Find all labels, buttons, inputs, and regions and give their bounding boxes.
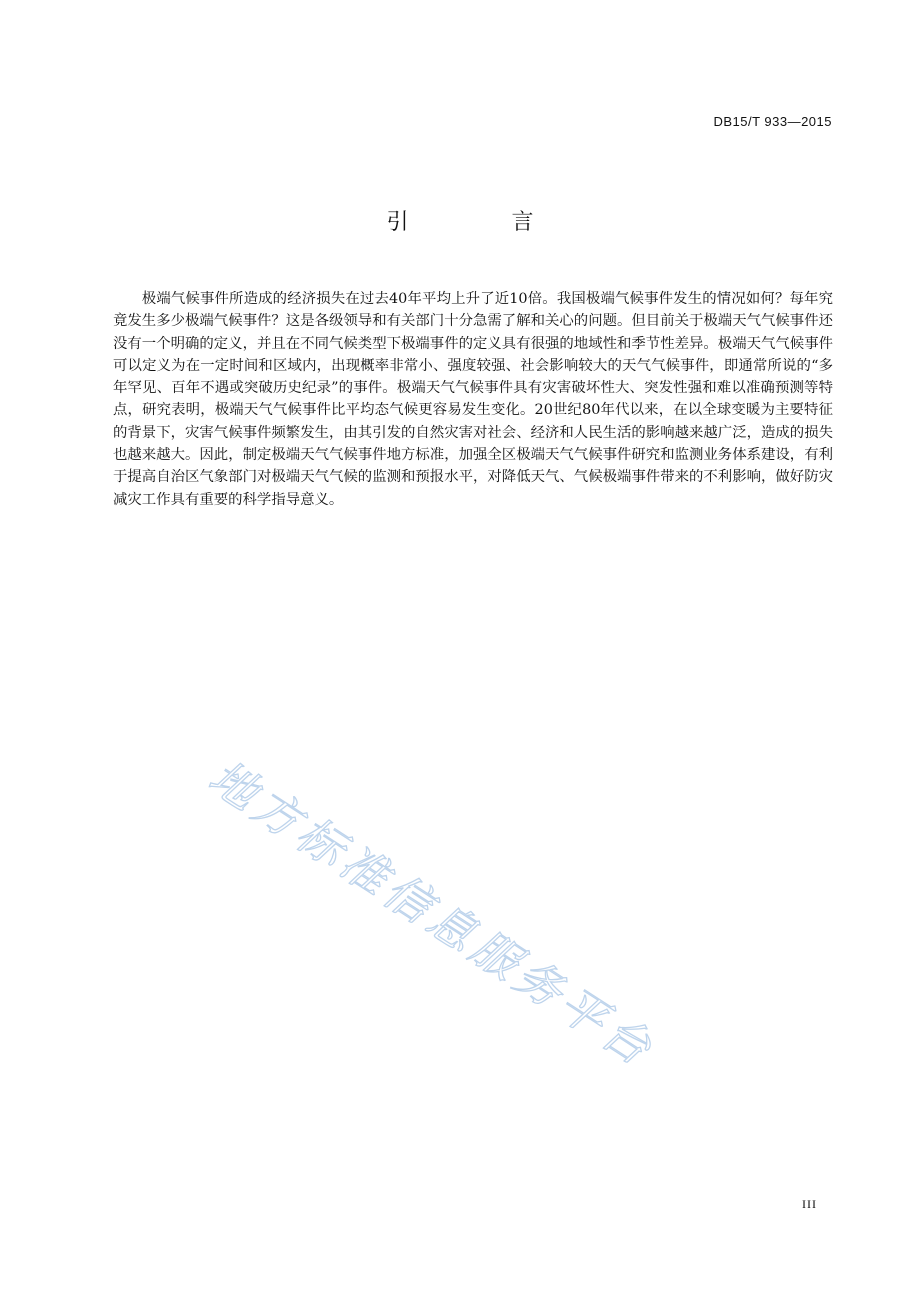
page-number: III — [802, 1197, 817, 1211]
standard-number: DB15/T 933—2015 — [713, 114, 832, 129]
introduction-paragraph: 极端气候事件所造成的经济损失在过去40年平均上升了近10倍。我国极端气候事件发生的情况如何？每年究竟发生多少极端气候事件？这是各级领导和有关部门十分急需了解和关心的问题。但目前关于极端天气气候事件还没有一个明确的定义，并且在不同气候类型下极端事件的定义具有很强的地域性和季节性差异。极端天气气候事件可以定义为在一定时间和区域内，出现概率非常小、强度较强、社会影响较大的天气气候事件，即通常所说的“多年罕见、百年不遇或突破历史纪录”的事件。极端天气气候事件具有灾害破坏性大、突发性强和难以准确预测等特点，研究表明，极端天气气候事件比平均态气候更容易发生变化。20世纪80年代以来，在以全球变暖为主要特征的背景下，灾害气候事件频繁发生，由其引发的自然灾害对社会、经济和人民生活的影响越来越广泛，造成的损失也越来越大。因此，制定极端天气气候事件地方标准，加强全区极端天气气候事件研究和监测业务体系建设，有利于提高自治区气象部门对极端天气气候的监测和预报水平，对降低天气、气候极端事件带来的不利影响，做好防灾减灾工作具有重要的科学指导意义。 — [113, 291, 833, 508]
watermark: 地方标准信息服务平台 — [199, 749, 666, 1079]
page-title: 引 言 — [386, 210, 582, 235]
